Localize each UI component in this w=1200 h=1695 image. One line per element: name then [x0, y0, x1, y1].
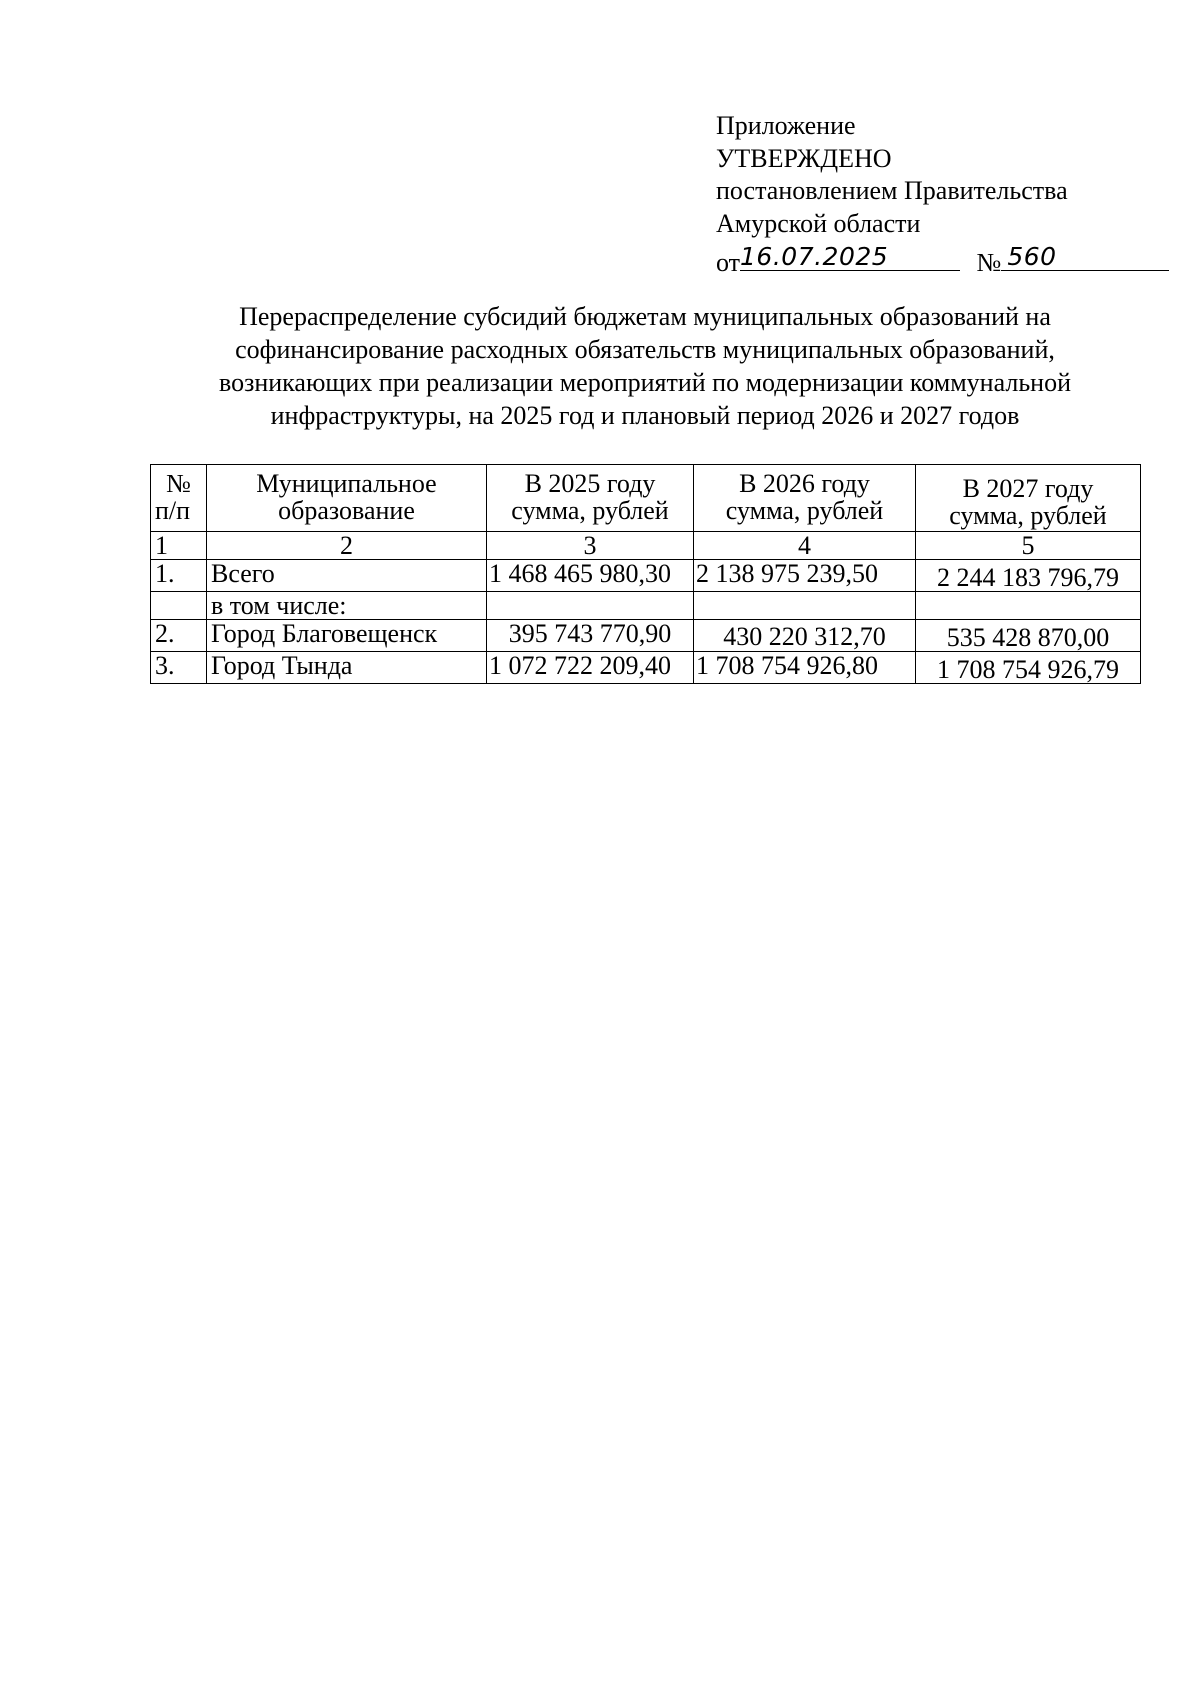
row-name: Город Благовещенск [207, 620, 487, 652]
title-line-3: возникающих при реализации мероприятий по модернизации коммунальной [218, 368, 1072, 397]
col-number-3: 3 [487, 532, 694, 560]
row-num: 2. [151, 620, 207, 652]
row-2026: 430 220 312,70 [694, 620, 916, 652]
row-2027: 2 244 183 796,79 [916, 560, 1141, 592]
row-name: в том числе: [207, 592, 487, 620]
col-number-5: 5 [916, 532, 1141, 560]
header-mun-line1: Муниципальное [256, 469, 437, 498]
appendix-label: Приложение [716, 111, 856, 140]
table-row [151, 652, 1141, 684]
header-num-line1: № [166, 469, 191, 498]
date-field [740, 240, 960, 271]
row-num [151, 592, 207, 620]
title-line-4: инфраструктуры, на 2025 год и плановый период 2026 и 2027 годов [270, 401, 1020, 430]
header-municipality [207, 465, 487, 532]
row-name: Город Тында [207, 652, 487, 684]
approved-label: УТВЕРЖДЕНО [716, 143, 892, 173]
row-2027 [916, 592, 1141, 620]
table-row [151, 620, 1141, 652]
header-2025-line2: сумма, рублей [511, 496, 669, 525]
header-mun-line2: образование [278, 496, 415, 525]
table-row [151, 592, 1141, 620]
subsidy-table [150, 464, 1141, 684]
col-number-1: 1 [151, 532, 207, 560]
resolution-label: постановлением Правительства [716, 176, 1068, 205]
col-number-2: 2 [207, 532, 487, 560]
column-number-row [151, 532, 1141, 560]
date-number-line [716, 240, 1169, 280]
row-2025: 1 468 465 980,30 [487, 560, 694, 592]
header-2027-line2: сумма, рублей [949, 501, 1107, 530]
row-2025 [487, 592, 694, 620]
row-2026: 1 708 754 926,80 [694, 652, 916, 684]
header-num-line2: п/п [155, 496, 191, 525]
header-2026-line1: В 2026 году [739, 469, 870, 498]
header-2026 [694, 465, 916, 532]
table-row [151, 560, 1141, 592]
table-header-row [151, 465, 1141, 532]
approval-block [716, 110, 1169, 280]
header-2025 [487, 465, 694, 532]
row-2026: 2 138 975 239,50 [694, 560, 916, 592]
handwritten-number: 560 [1007, 241, 1057, 271]
title-line-1: Перераспределение субсидий бюджетам муниципальных образований на [239, 302, 1051, 331]
row-2026 [694, 592, 916, 620]
row-2025: 1 072 722 209,40 [487, 652, 694, 684]
header-2026-line2: сумма, рублей [725, 496, 884, 525]
row-2025: 395 743 770,90 [487, 620, 694, 652]
row-2027: 1 708 754 926,79 [916, 652, 1141, 684]
region-label: Амурской области [716, 208, 921, 238]
row-2027: 535 428 870,00 [916, 620, 1141, 652]
header-2025-line1: В 2025 году [524, 469, 656, 498]
title-line-2: софинансирование расходных обязательств муниципальных образований, [235, 335, 1055, 364]
header-2027 [916, 465, 1141, 532]
row-name: Всего [207, 560, 487, 592]
document-title [150, 300, 1140, 432]
col-number-4: 4 [694, 532, 916, 560]
handwritten-date: 16.07.2025 [740, 241, 889, 271]
header-num [151, 465, 207, 532]
number-field [1001, 240, 1169, 271]
date-prefix: от [716, 248, 741, 277]
number-prefix: № [976, 248, 1002, 277]
row-num: 1. [151, 560, 207, 592]
row-num: 3. [151, 652, 207, 684]
header-2027-line1: В 2027 году [962, 474, 1094, 503]
